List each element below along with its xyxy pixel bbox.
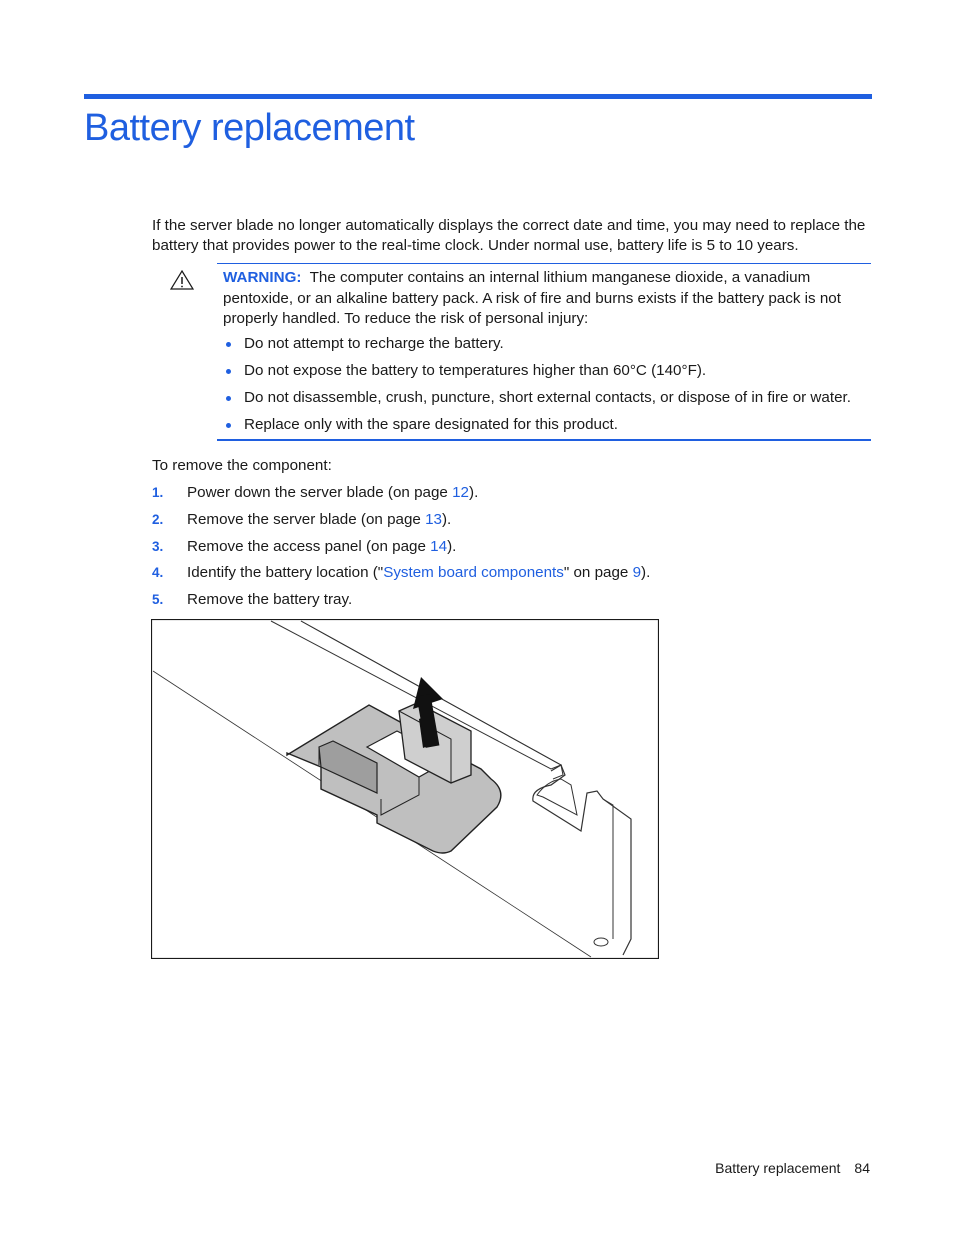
bullet-dot-icon — [226, 369, 231, 374]
section-link[interactable]: System board components — [383, 564, 564, 582]
warning-box — [217, 263, 871, 441]
step-number: 5. — [152, 592, 164, 608]
title-rule — [84, 94, 872, 99]
page-link[interactable]: 14 — [430, 537, 448, 555]
footer-section: Battery replacement — [715, 1160, 841, 1176]
step-item: 1. Power down the server blade (on page 12). — [152, 484, 479, 501]
page-link[interactable]: 9 — [632, 564, 642, 582]
bullet-dot-icon — [226, 396, 231, 401]
footer-page-number: 84 — [854, 1160, 870, 1176]
page-link[interactable]: 12 — [452, 484, 470, 501]
list-item: Replace only with the spare designated for this product. — [223, 415, 863, 442]
warning-triangle-icon — [170, 270, 194, 290]
warning-label: WARNING: — [223, 269, 302, 286]
step-number: 1. — [152, 485, 164, 500]
step-item: 2. Remove the server blade (on page 13). — [152, 510, 452, 528]
step-item: 4. Identify the battery location ("System board components" on page 9). — [152, 564, 651, 582]
step-number: 4. — [152, 565, 164, 581]
warning-body: The computer contains an internal lithium manganese dioxide, a vanadium pentoxide, or an alkaline battery pack. A risk of fire and burns exists if the battery pack is not properly handled. To reduce the risk of personal injury: — [223, 269, 841, 327]
step-item: 5. Remove the battery tray. — [152, 591, 353, 609]
list-item: Do not expose the battery to temperatures higher than 60°C (140°F). — [223, 361, 863, 388]
page-title: Battery replacement — [84, 107, 415, 149]
bullet-dot-icon — [226, 423, 231, 428]
list-item: Do not attempt to recharge the battery. — [223, 334, 863, 361]
warning-bullet-list — [223, 334, 863, 442]
step-item: 3. Remove the access panel (on page 14). — [152, 537, 457, 555]
steps-list — [152, 483, 872, 617]
step-number: 3. — [152, 538, 164, 554]
intro-paragraph: If the server blade no longer automatically displays the correct date and time, you may need to replace the battery that provides power to the real-time clock. Under normal use, battery life is 5 to 10 years. — [152, 217, 866, 254]
bullet-dot-icon — [226, 342, 231, 347]
steps-intro: To remove the component: — [152, 457, 332, 474]
page-footer — [715, 1158, 870, 1178]
list-item: Do not disassemble, crush, puncture, short external contacts, or dispose of in fire or water. — [223, 388, 863, 415]
warning-text — [223, 268, 863, 330]
page-link[interactable]: 13 — [425, 510, 442, 528]
battery-tray-illustration — [151, 619, 659, 959]
step-number: 2. — [152, 511, 164, 527]
